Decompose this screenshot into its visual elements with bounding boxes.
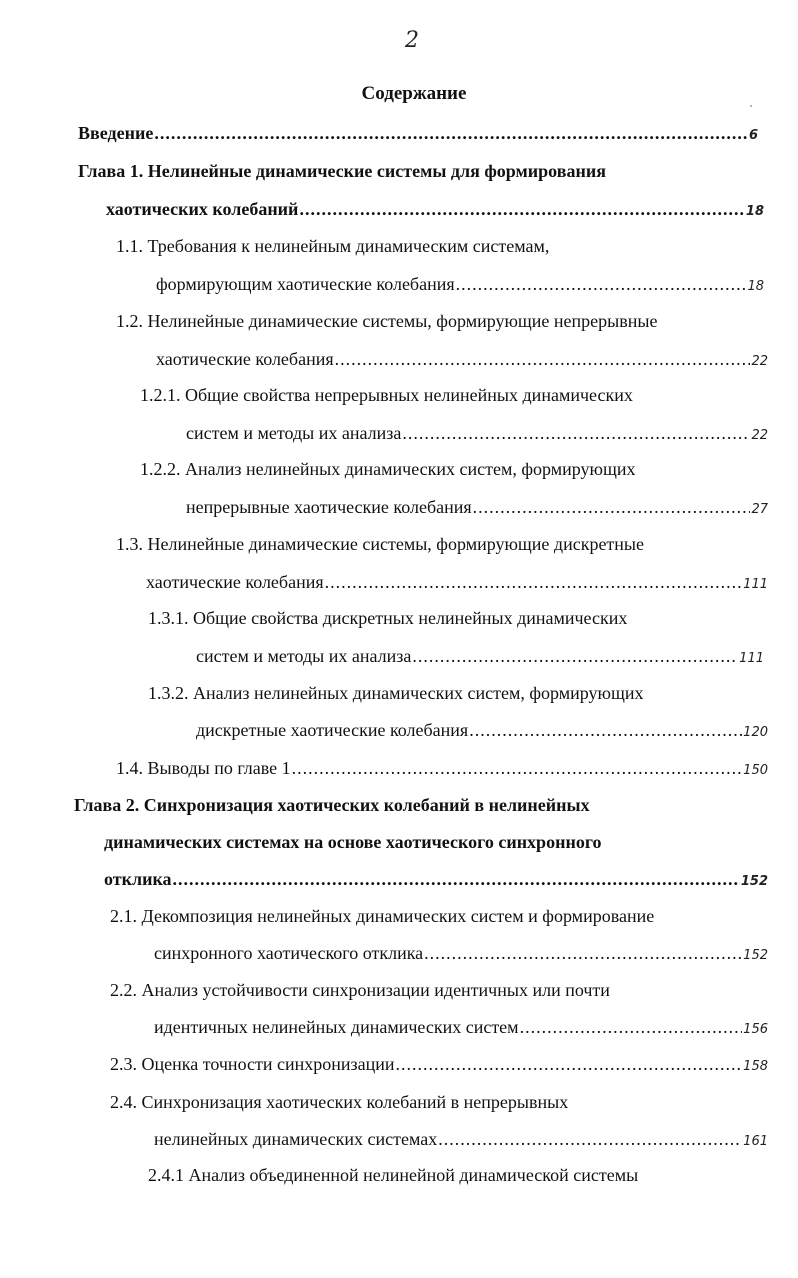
toc-entry-text: 1.2.2. Анализ нелинейных динамических систем, формирующих xyxy=(140,459,636,479)
toc-entry-2-4-1 xyxy=(148,1162,638,1188)
toc-entry-text: систем и методы их анализа xyxy=(186,423,402,443)
toc-entry-text: Введение xyxy=(78,123,154,143)
toc-entry-text: 2.4.1 Анализ объединенной нелинейной динамической системы xyxy=(148,1165,639,1185)
toc-entry-text: отклика xyxy=(104,869,172,889)
toc-entry-chapter-2 xyxy=(74,792,590,818)
toc-entry-text: 2.3. Оценка точности синхронизации xyxy=(110,1054,395,1074)
toc-page-number: 152 xyxy=(743,948,768,963)
toc-leader xyxy=(396,1051,743,1077)
toc-entry-intro xyxy=(78,120,758,146)
toc-page-number: 22 xyxy=(751,428,768,443)
toc-page-number: 158 xyxy=(743,1059,768,1074)
toc-entry-text: 1.2.1. Общие свойства непрерывных нелинейных динамических xyxy=(140,385,633,405)
toc-entry-chapter-1-cont xyxy=(106,196,764,222)
toc-entry-chapter-2-cont xyxy=(104,829,602,855)
toc-entry-chapter-1 xyxy=(78,158,606,184)
toc-page-number: 120 xyxy=(743,725,768,740)
toc-entry-text: хаотических колебаний xyxy=(106,199,299,219)
toc-entry-1-2-cont xyxy=(156,346,768,372)
toc-entry-1-2 xyxy=(116,308,657,334)
toc-leader xyxy=(473,494,751,520)
toc-entry-text: синхронного хаотического отклика xyxy=(154,943,424,963)
toc-entry-1-3-cont xyxy=(146,569,768,595)
toc-entry-text: дискретные хаотические колебания xyxy=(196,720,469,740)
toc-entry-text: 1.4. Выводы по главе 1 xyxy=(116,758,291,778)
toc-entry-text: 1.3.1. Общие свойства дискретных нелинейных динамических xyxy=(148,608,628,628)
toc-entry-text: непрерывные хаотические колебания xyxy=(186,497,472,517)
toc-entry-2-2 xyxy=(110,977,610,1003)
toc-entry-1-3 xyxy=(116,531,644,557)
toc-leader xyxy=(402,420,750,446)
toc-entry-1-1-cont xyxy=(156,271,764,297)
toc-entry-text: нелинейных динамических системах xyxy=(154,1129,438,1149)
toc-entry-text: Глава 2. Синхронизация хаотических колебаний в нелинейных xyxy=(74,795,590,815)
toc-entry-text: 1.1. Требования к нелинейным динамическим системам, xyxy=(116,236,550,256)
toc-entry-text: 2.2. Анализ устойчивости синхронизации идентичных или почти xyxy=(110,980,610,1000)
margin-mark xyxy=(750,105,752,107)
toc-entry-text: 2.1. Декомпозиция нелинейных динамических систем и формирование xyxy=(110,906,655,926)
toc-entry-text: 1.2. Нелинейные динамические системы, формирующие непрерывные xyxy=(116,311,658,331)
toc-leader xyxy=(299,196,744,222)
toc-entry-1-3-1-cont xyxy=(196,643,764,669)
toc-page-number: 111 xyxy=(739,651,764,666)
toc-entry-1-1 xyxy=(116,233,549,259)
toc-leader xyxy=(412,643,738,669)
page-number: 2 xyxy=(405,28,419,53)
toc-entry-text: хаотические колебания xyxy=(156,349,334,369)
toc-page-number: 161 xyxy=(743,1134,768,1149)
toc-page-number: 6 xyxy=(748,128,758,143)
toc-page-number: 22 xyxy=(751,354,768,369)
toc-leader xyxy=(469,717,742,743)
toc-entry-text: 2.4. Синхронизация хаотических колебаний в непрерывных xyxy=(110,1092,569,1112)
toc-entry-1-3-2-cont xyxy=(196,717,768,743)
toc-leader xyxy=(173,866,740,892)
toc-entry-2-2-cont xyxy=(154,1014,768,1040)
toc-entry-2-4-cont xyxy=(154,1126,768,1152)
toc-entry-1-2-2-cont xyxy=(186,494,768,520)
toc-entry-text: 1.3.2. Анализ нелинейных динамических систем, формирующих xyxy=(148,683,644,703)
toc-entry-1-3-2 xyxy=(148,680,644,706)
toc-entry-text: систем и методы их анализа xyxy=(196,646,412,666)
toc-leader xyxy=(520,1014,743,1040)
toc-entry-text: идентичных нелинейных динамических систем xyxy=(154,1017,519,1037)
toc-entry-1-4 xyxy=(116,755,768,781)
toc-entry-text: Глава 1. Нелинейные динамические системы для формирования xyxy=(78,161,606,181)
toc-page-number: 150 xyxy=(743,763,768,778)
toc-page-number: 27 xyxy=(751,502,768,517)
toc-entry-text: формирующим хаотические колебания xyxy=(156,274,455,294)
toc-page-number: 156 xyxy=(743,1022,768,1037)
toc-entry-1-2-2 xyxy=(140,456,636,482)
toc-leader xyxy=(292,755,743,781)
toc-entry-1-2-1 xyxy=(140,382,633,408)
page-title: Содержание xyxy=(361,83,467,104)
toc-entry-2-1 xyxy=(110,903,654,929)
toc-entry-2-3 xyxy=(110,1051,768,1077)
toc-entry-1-3-1 xyxy=(148,605,627,631)
toc-entry-chapter-2-cont2 xyxy=(104,866,768,892)
toc-entry-text: динамических системах на основе хаотического синхронного xyxy=(104,832,602,852)
toc-leader xyxy=(456,271,747,297)
toc-leader xyxy=(424,940,742,966)
toc-entry-1-2-1-cont xyxy=(186,420,768,446)
toc-page-number: 18 xyxy=(745,204,764,219)
toc-page-number: 18 xyxy=(747,279,764,294)
toc-page-number: 111 xyxy=(743,577,768,592)
toc-entry-2-4 xyxy=(110,1089,568,1115)
toc-leader xyxy=(154,120,748,146)
toc-leader xyxy=(335,346,751,372)
toc-entry-text: хаотические колебания xyxy=(146,572,324,592)
toc-entry-2-1-cont xyxy=(154,940,768,966)
toc-leader xyxy=(325,569,743,595)
toc-entry-text: 1.3. Нелинейные динамические системы, формирующие дискретные xyxy=(116,534,645,554)
toc-page-number: 152 xyxy=(740,874,768,889)
toc-leader xyxy=(438,1126,742,1152)
